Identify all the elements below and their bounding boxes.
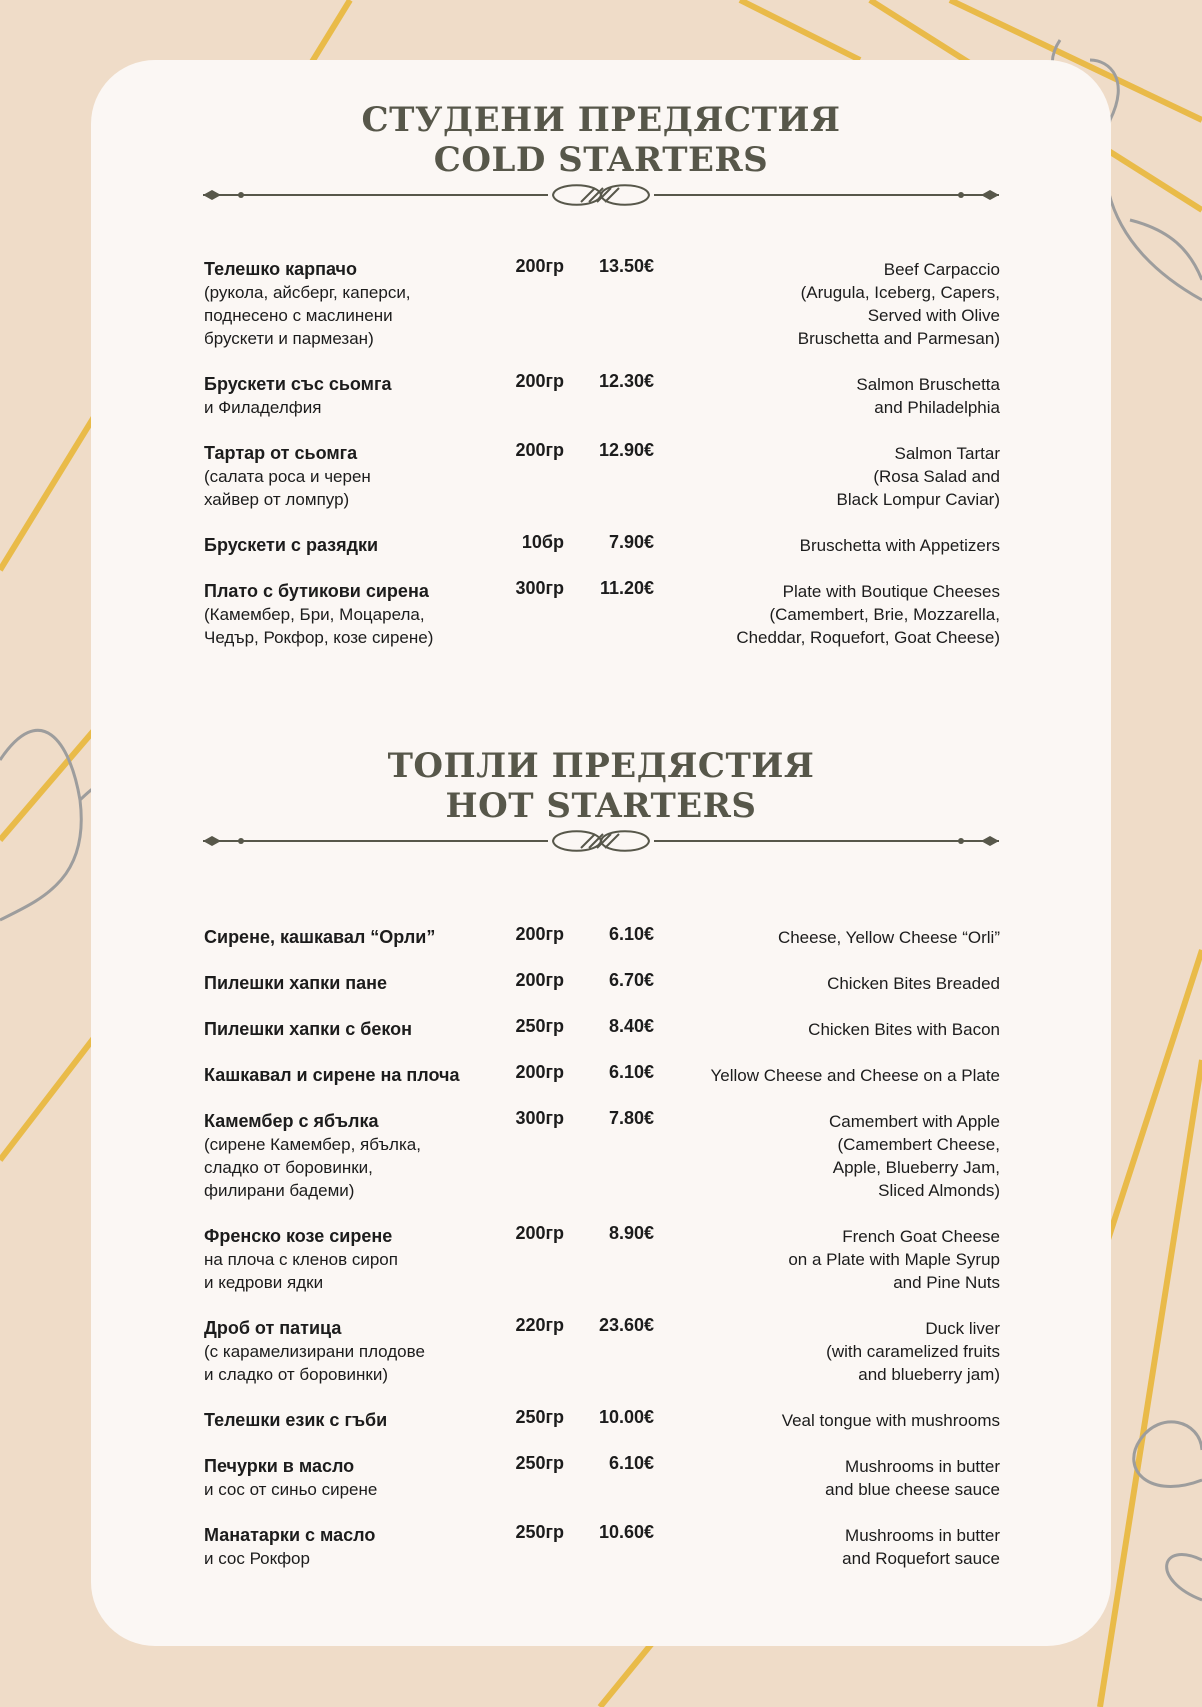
item-desc-bg: (салата роса и черен хайвер от ломпур) xyxy=(204,467,371,509)
item-name-bg: Сирене, кашкавал “Орли” xyxy=(204,927,436,947)
item-name-bg: Пилешки хапки пане xyxy=(204,973,388,993)
item-name-en: Salmon Bruschetta and Philadelphia xyxy=(856,375,1000,417)
hot-starters-list xyxy=(204,926,1000,1593)
item-name-bg: Дроб от патица xyxy=(204,1318,342,1338)
item-name-en: Yellow Cheese and Cheese on a Plate xyxy=(710,1066,1000,1085)
item-name-bg: Телешки език с гъби xyxy=(204,1410,388,1430)
item-price: 12.90€ xyxy=(598,440,654,460)
item-desc-bg: и сос Рокфор xyxy=(204,1549,310,1568)
cold-starters-list xyxy=(204,258,1000,649)
item-weight: 200гр xyxy=(515,440,564,460)
menu-item xyxy=(204,1455,1000,1524)
menu-item xyxy=(204,580,1000,649)
item-weight: 200гр xyxy=(515,1062,564,1082)
item-price: 11.20€ xyxy=(599,578,654,598)
item-name-en: Duck liver (with caramelized fruits and blueberry jam) xyxy=(826,1319,1000,1384)
menu-item xyxy=(204,1064,1000,1110)
item-name-bg: Телешко карпачо xyxy=(204,259,357,279)
item-price: 12.30€ xyxy=(598,371,654,391)
ornament-divider xyxy=(203,826,999,856)
item-desc-bg: и Филаделфия xyxy=(204,398,322,417)
item-price: 6.10€ xyxy=(608,1062,654,1082)
menu-item xyxy=(204,258,1000,373)
menu-item xyxy=(204,972,1000,1018)
item-name-en: Cheese, Yellow Cheese “Orli” xyxy=(777,928,1000,947)
item-price: 10.00€ xyxy=(598,1407,654,1427)
item-name-en: Bruschetta with Appetizers xyxy=(799,536,1000,555)
item-name-en: Salmon Tartar (Rosa Salad and Black Lompur Caviar) xyxy=(836,444,1000,509)
item-name-en: Mushrooms in butter and Roquefort sauce xyxy=(842,1526,1000,1568)
item-desc-bg: (с карамелизирани плодове и сладко от боровинки) xyxy=(204,1342,425,1384)
ornament-divider xyxy=(203,180,999,210)
item-name-en: French Goat Cheese on a Plate with Maple Syrup and Pine Nuts xyxy=(788,1227,1000,1292)
item-price: 10.60€ xyxy=(598,1522,654,1542)
item-desc-bg: (Камембер, Бри, Моцарела, Чедър, Рокфор, козе сирене) xyxy=(204,605,434,647)
item-weight: 220гр xyxy=(515,1315,564,1335)
cold-starters-section xyxy=(91,100,1111,180)
item-price: 8.90€ xyxy=(608,1223,654,1243)
item-price: 7.80€ xyxy=(608,1108,654,1128)
item-weight: 200гр xyxy=(515,970,564,990)
item-desc-bg: (сирене Камембер, ябълка, сладко от боровинки, филирани бадеми) xyxy=(204,1135,421,1200)
item-name-en: Chicken Bites with Bacon xyxy=(808,1020,1000,1039)
item-desc-bg: (рукола, айсберг, каперси, поднесено с маслинени брускети и пармезан) xyxy=(204,283,411,348)
menu-item xyxy=(204,1317,1000,1409)
item-weight: 200гр xyxy=(515,256,564,276)
item-name-bg: Брускети със сьомга xyxy=(204,374,392,394)
item-weight: 250гр xyxy=(515,1453,564,1473)
menu-item xyxy=(204,1524,1000,1593)
item-name-bg: Манатарки с масло xyxy=(204,1525,376,1545)
item-weight: 10бр xyxy=(521,532,564,552)
section-title-bg: СТУДЕНИ ПРЕДЯСТИЯ xyxy=(361,100,841,140)
item-price: 6.10€ xyxy=(608,1453,654,1473)
item-name-bg: Пилешки хапки с бекон xyxy=(204,1019,413,1039)
item-name-bg: Камембер с ябълка xyxy=(204,1111,379,1131)
item-weight: 300гр xyxy=(515,578,564,598)
hot-starters-section xyxy=(91,746,1111,826)
item-weight: 250гр xyxy=(515,1407,564,1427)
menu-card xyxy=(91,60,1111,1646)
item-name-bg: Брускети с разядки xyxy=(204,535,379,555)
section-title-en: COLD STARTERS xyxy=(433,140,769,180)
section-title-en: HOT STARTERS xyxy=(445,786,757,826)
item-price: 23.60€ xyxy=(598,1315,654,1335)
item-weight: 250гр xyxy=(515,1522,564,1542)
item-name-en: Camembert with Apple (Camembert Cheese, Apple, Blueberry Jam, Sliced Almonds) xyxy=(828,1112,1000,1200)
item-name-en: Veal tongue with mushrooms xyxy=(781,1411,1000,1430)
menu-item xyxy=(204,1225,1000,1317)
item-desc-bg: на плоча с кленов сироп и кедрови ядки xyxy=(204,1250,398,1292)
menu-item xyxy=(204,1018,1000,1064)
menu-item xyxy=(204,534,1000,580)
item-name-bg: Кашкавал и сирене на плоча xyxy=(204,1065,460,1085)
item-name-bg: Френско козе сирене xyxy=(204,1226,393,1246)
item-price: 7.90€ xyxy=(608,532,654,552)
item-weight: 300гр xyxy=(515,1108,564,1128)
menu-item xyxy=(204,926,1000,972)
item-weight: 200гр xyxy=(515,371,564,391)
section-title-bg: ТОПЛИ ПРЕДЯСТИЯ xyxy=(387,746,815,786)
menu-item xyxy=(204,442,1000,534)
item-price: 13.50€ xyxy=(598,256,654,276)
item-name-bg: Плато с бутикови сирена xyxy=(204,581,429,601)
item-weight: 200гр xyxy=(515,924,564,944)
item-weight: 200гр xyxy=(515,1223,564,1243)
item-name-en: Chicken Bites Breaded xyxy=(827,974,1000,993)
item-price: 6.70€ xyxy=(608,970,654,990)
item-weight: 250гр xyxy=(515,1016,564,1036)
menu-item xyxy=(204,1409,1000,1455)
item-desc-bg: и сос от синьо сирене xyxy=(204,1480,378,1499)
item-name-en: Plate with Boutique Cheeses (Camembert, Brie, Mozzarella, Cheddar, Roquefort, Goat Cheese) xyxy=(736,582,1000,647)
item-price: 6.10€ xyxy=(608,924,654,944)
item-name-en: Mushrooms in butter and blue cheese sauce xyxy=(825,1457,1000,1499)
menu-item xyxy=(204,373,1000,442)
item-name-bg: Тартар от сьомга xyxy=(204,443,358,463)
item-price: 8.40€ xyxy=(608,1016,654,1036)
menu-item xyxy=(204,1110,1000,1225)
item-name-en: Beef Carpaccio (Arugula, Iceberg, Capers, Served with Olive Bruschetta and Parmesan) xyxy=(797,260,1000,348)
item-name-bg: Печурки в масло xyxy=(204,1456,355,1476)
